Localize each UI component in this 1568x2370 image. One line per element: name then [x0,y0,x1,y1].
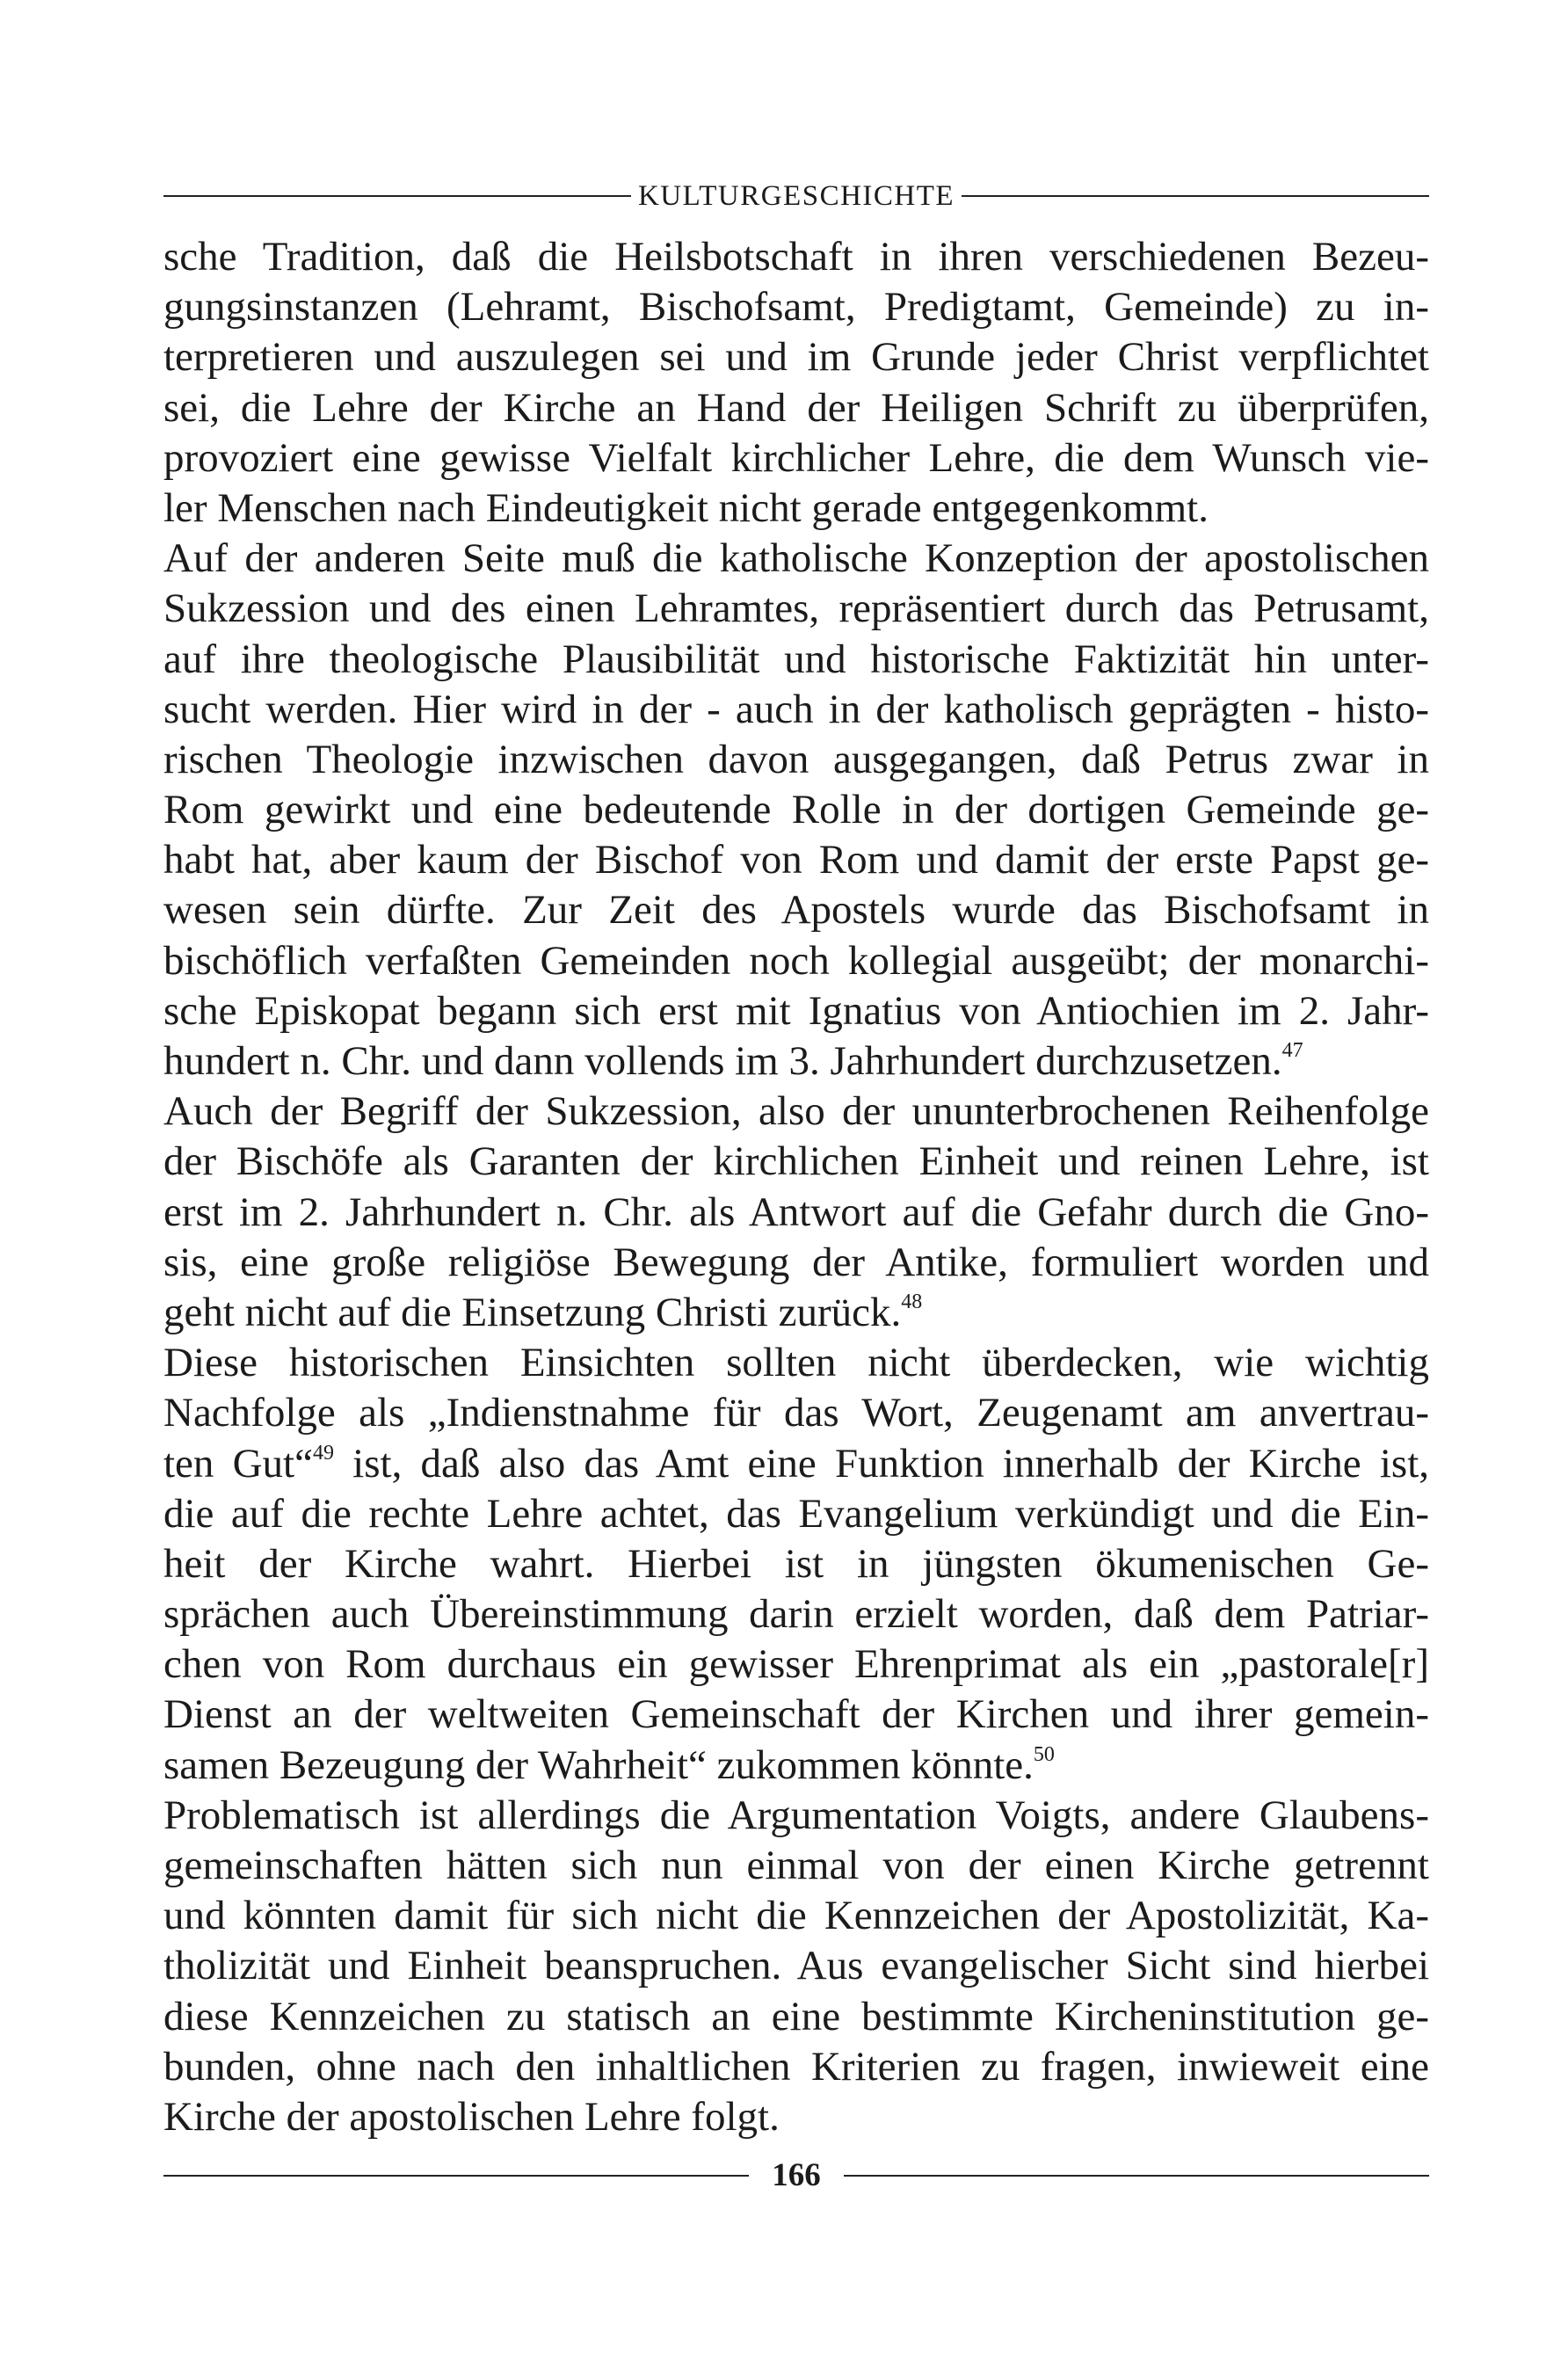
text-line: auf ihre theologische Plausibilität und historische Faktizität hin unter- [163,636,1429,682]
footnote-ref[interactable]: 47 [1281,1039,1303,1062]
text-line: bunden, ohne nach den inhaltlichen Kriterien zu fragen, inwieweit eine [163,2043,1429,2090]
text-line: chen von Rom durchaus ein gewisser Ehrenprimat als ein „pastorale[r] [163,1641,1429,1688]
line-text: samen Bezeugung der Wahrheit“ zukommen könnte. [163,1741,1034,1788]
text-line: die auf die rechte Lehre achtet, das Evangelium verkündigt und die Ein- [163,1490,1429,1537]
text-line: Dienst an der weltweiten Gemeinschaft der Kirchen und ihrer gemein- [163,1691,1429,1738]
text-line: sis, eine große religiöse Bewegung der Antike, formuliert worden und [163,1239,1429,1285]
text-line: heit der Kirche wahrt. Hierbei ist in jüngsten ökumenischen Ge- [163,1540,1429,1587]
paragraph-1 [163,232,1429,534]
header-title: KULTURGESCHICHTE [637,180,955,212]
text-line: erst im 2. Jahrhundert n. Chr. als Antwort auf die Gefahr durch die Gno- [163,1189,1429,1235]
paragraph-4 [163,1791,1429,2142]
text-line: Auf der anderen Seite muß die katholische Konzeption der apostolischen [163,535,1429,582]
running-footer [163,2152,1429,2199]
text-line: und könnten damit für sich nicht die Kennzeichen der Apostolizität, Ka- [163,1893,1429,1939]
text-line: tholizität und Einheit beanspruchen. Aus evangelischer Sicht sind hierbei [163,1943,1429,1989]
text-line-with-footnote [163,1741,1429,1791]
paragraph-2 [163,534,1429,1338]
text-line: Kirche der apostolischen Lehre folgt. [163,2093,780,2140]
footnote-ref[interactable]: 49 [312,1441,334,1465]
header-rule-left [163,195,631,197]
text-line: sei, die Lehre der Kirche an Hand der Heiligen Schrift zu überprüfen, [163,384,1429,431]
text-line: Nachfolge als „Indienstnahme für das Wort, Zeugenamt am anvertrau- [163,1390,1429,1436]
line-text: geht nicht auf die Einsetzung Christi zurück. [163,1289,902,1335]
footnote-ref[interactable]: 50 [1033,1742,1055,1766]
text-line: ler Menschen nach Eindeutigkeit nicht gerade entgegenkommt. [163,484,1209,531]
running-header [163,176,1429,216]
text-line-with-footnote [163,1439,1429,1489]
text-line: sucht werden. Hier wird in der - auch in der katholisch geprägten - histo- [163,686,1429,732]
text-line: sche Tradition, daß die Heilsbotschaft in ihren verschiedenen Bezeu- [163,234,1429,280]
line-text: ten Gut“ [163,1440,313,1487]
footnote-ref[interactable]: 48 [901,1290,923,1313]
paragraph-3 [163,1338,1429,1791]
text-line: sche Episkopat begann sich erst mit Ignatius von Antiochien im 2. Jahr- [163,987,1429,1034]
text-line: wesen sein dürfte. Zur Zeit des Apostels wurde das Bischofsamt in [163,887,1429,934]
text-line: der Bischöfe als Garanten der kirchlichen Einheit und reinen Lehre, ist [163,1138,1429,1185]
text-line: habt hat, aber kaum der Bischof von Rom und damit der erste Papst ge- [163,837,1429,883]
text-line: Sukzession und des einen Lehramtes, repräsentiert durch das Petrusamt, [163,585,1429,632]
line-text: hundert n. Chr. und dann vollends im 3. Jahrhundert durchzusetzen. [163,1038,1282,1084]
text-line: diese Kennzeichen zu statisch an eine bestimmte Kircheninstitution ge- [163,1993,1429,2039]
header-rule-right [962,195,1429,197]
text-line: provoziert eine gewisse Vielfalt kirchlicher Lehre, die dem Wunsch vie- [163,434,1429,481]
footer-rule-left [163,2175,749,2177]
footer-rule-right [844,2175,1429,2177]
text-line: Rom gewirkt und eine bedeutende Rolle in der dortigen Gemeinde ge- [163,787,1429,833]
text-line: gungsinstanzen (Lehramt, Bischofsamt, Predigtamt, Gemeinde) zu in- [163,284,1429,331]
text-line: sprächen auch Übereinstimmung darin erzielt worden, daß dem Patriar- [163,1591,1429,1638]
text-line-with-footnote [163,1036,1429,1087]
text-line: rischen Theologie inzwischen davon ausgegangen, daß Petrus zwar in [163,736,1429,782]
text-line: Problematisch ist allerdings die Argumentation Voigts, andere Glaubens- [163,1792,1429,1838]
text-line-with-footnote [163,1288,1429,1338]
line-text: ist, daß also das Amt eine Funktion innerhalb der Kirche ist, [333,1440,1429,1487]
text-line: gemeinschaften hätten sich nun einmal von der einen Kirche getrennt [163,1843,1429,1888]
body-text [163,232,1429,2142]
text-line: terpretieren und auszulegen sei und im Grunde jeder Christ verpflichtet [163,334,1429,381]
text-line: Auch der Begriff der Sukzession, also der ununterbrochenen Reihenfolge [163,1088,1429,1135]
text-line: bischöflich verfaßten Gemeinden noch kollegial ausgeübt; der monarchi- [163,937,1429,984]
page-number: 166 [772,2157,821,2193]
text-line: Diese historischen Einsichten sollten nicht überdecken, wie wichtig [163,1340,1429,1386]
